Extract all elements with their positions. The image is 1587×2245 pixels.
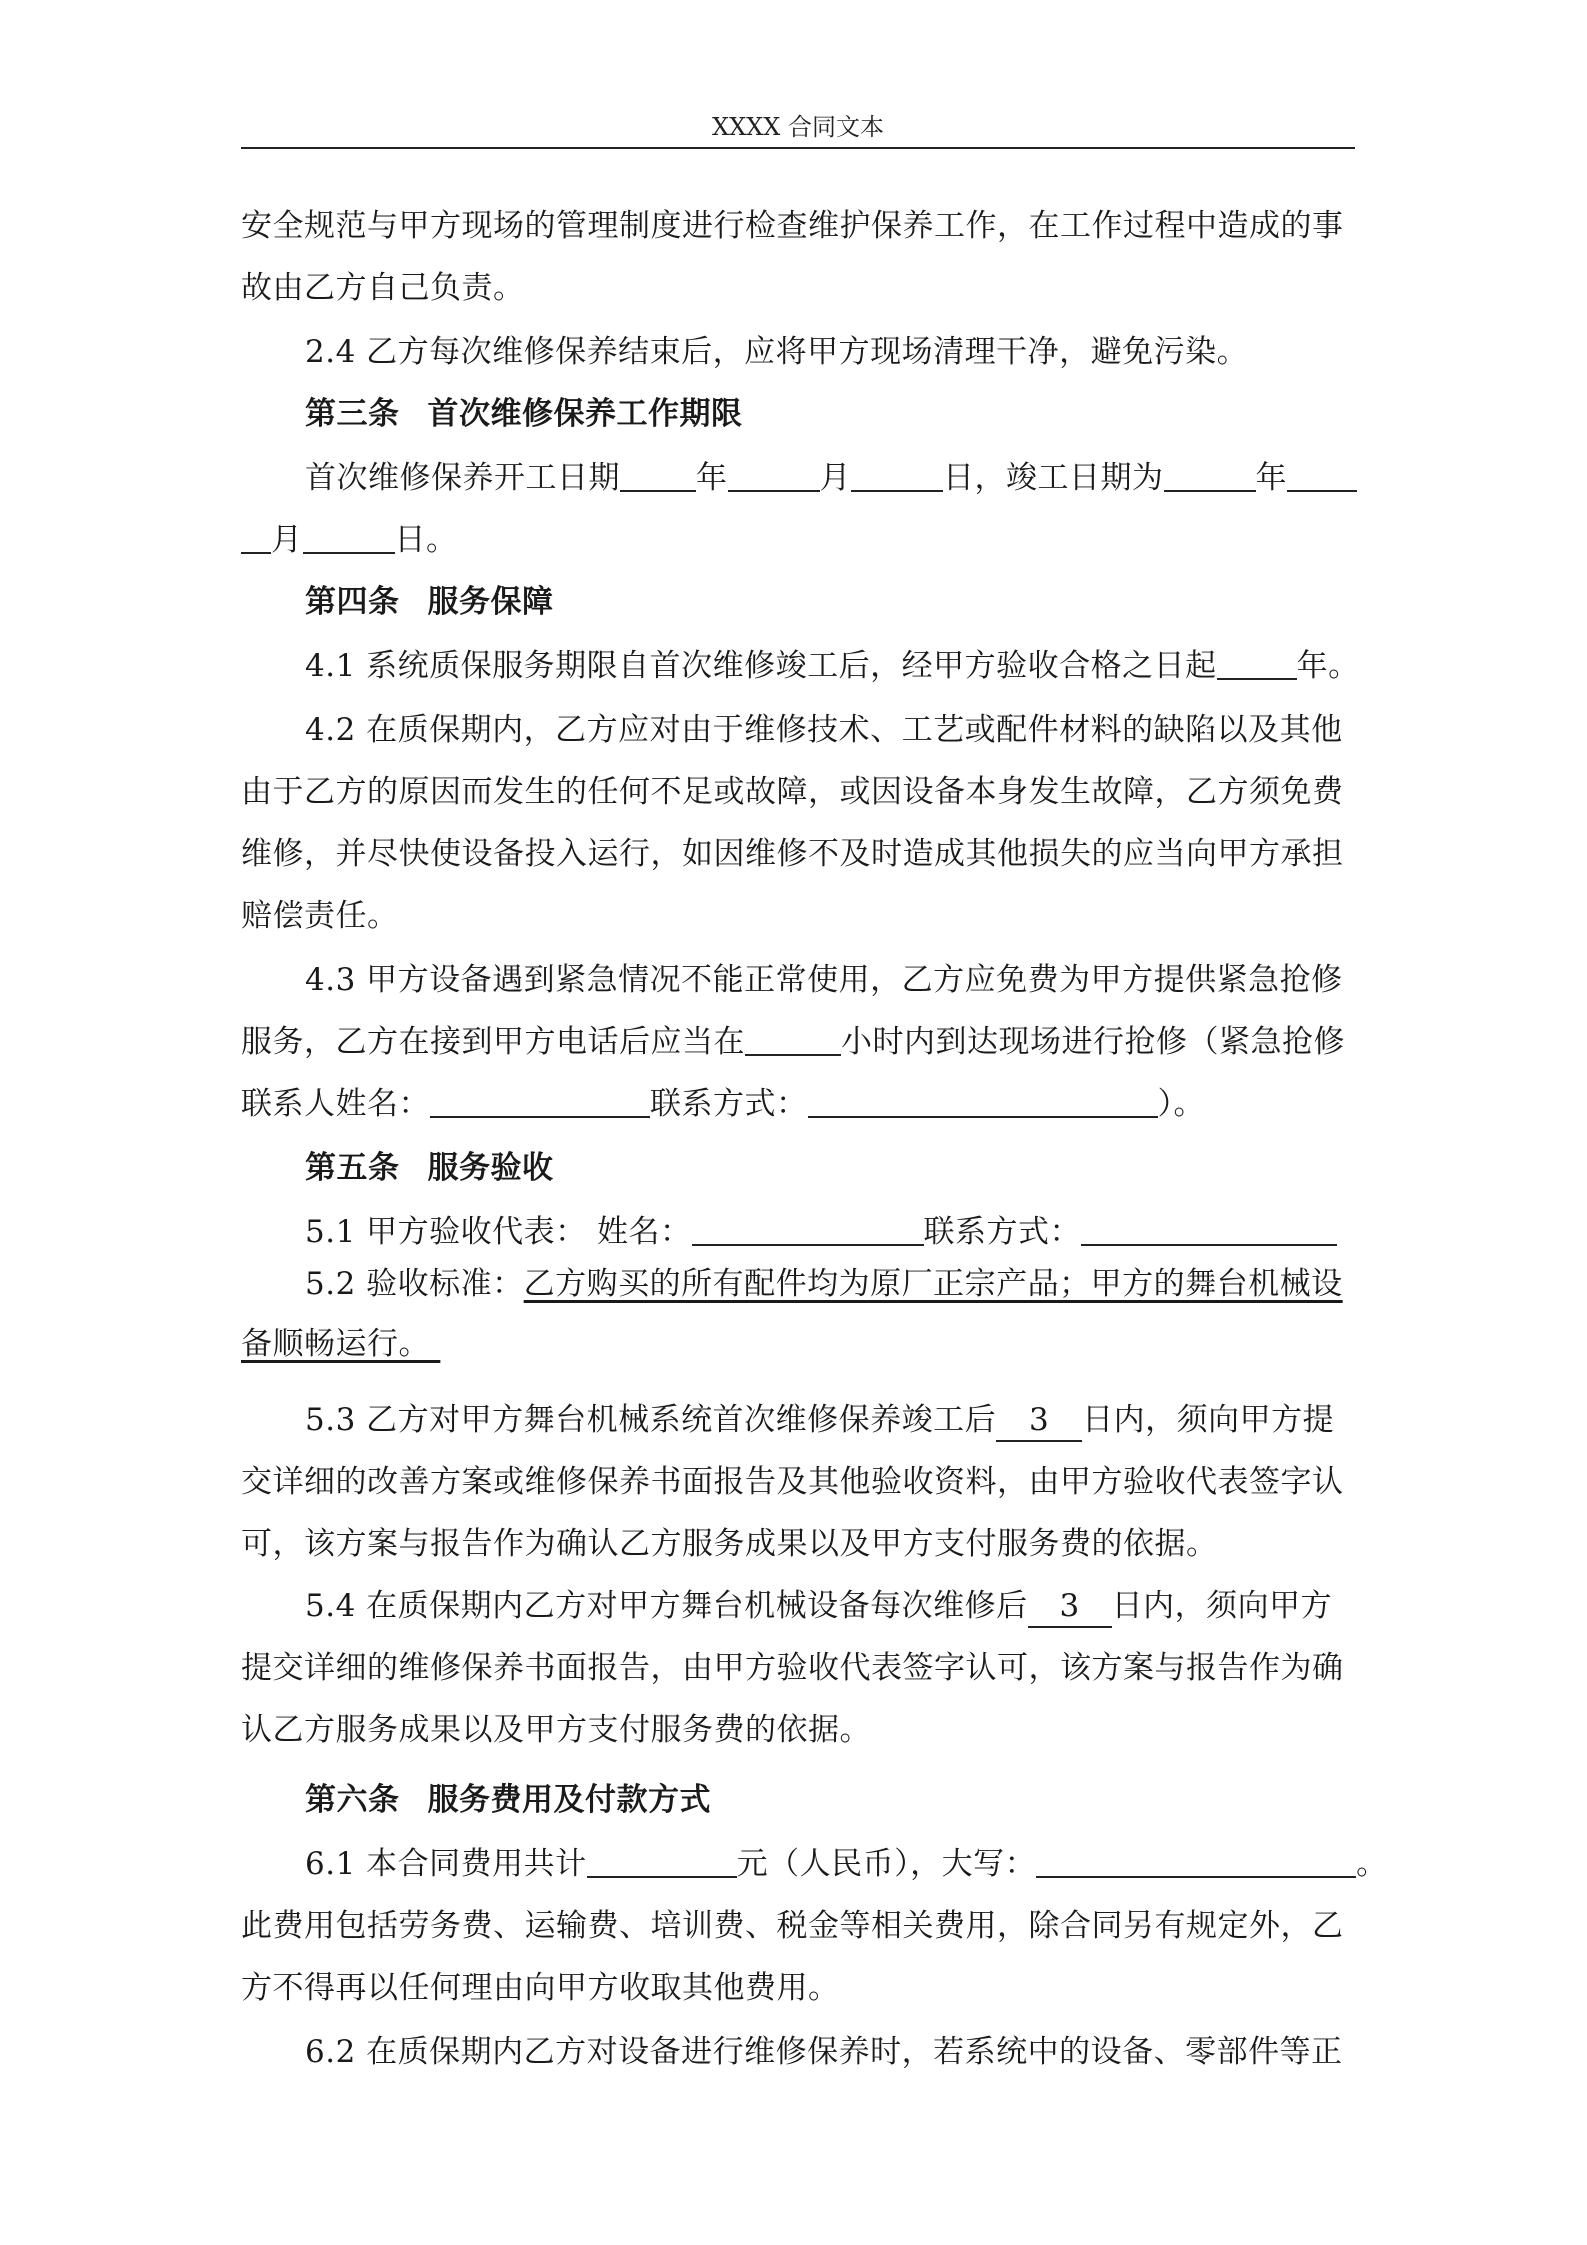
paragraph-line: 安全规范与甲方现场的管理制度进行检查维护保养工作，在工作过程中造成的事 <box>241 208 1344 244</box>
article-6-heading <box>241 1780 1355 1820</box>
label-text: 日内，须向甲方提 <box>1082 1402 1335 1438</box>
label-text: 首次维修保养开工日期 <box>305 460 620 496</box>
article-number: 第五条 <box>305 1150 400 1186</box>
article-title: 首次维修保养工作期限 <box>427 396 743 432</box>
days-value: 3 <box>996 1400 1082 1442</box>
clause-6-1 <box>241 1844 1388 1884</box>
label-text: 联系人姓名： <box>241 1086 430 1122</box>
label-text: 日内，须向甲方 <box>1111 1588 1333 1624</box>
blank-contact-phone-field[interactable] <box>808 1086 1158 1118</box>
end-date-line <box>241 520 1355 560</box>
paragraph-line: 赔偿责任。 <box>241 898 399 934</box>
label-text: 月 <box>819 460 851 496</box>
label-text: 。 <box>1356 1846 1388 1882</box>
clause-4-1 <box>241 646 1360 686</box>
blank-end-year-field[interactable] <box>1164 460 1256 492</box>
label-text: 小时内到达现场进行抢修（紧急抢修 <box>841 1024 1345 1060</box>
blank-amount-field[interactable] <box>587 1846 737 1878</box>
label-text: 服务，乙方在接到甲方电话后应当在 <box>241 1024 745 1060</box>
label-text: 日，竣工日期为 <box>943 460 1164 496</box>
paragraph-line: 交详细的改善方案或维修保养书面报告及其他验收资料，由甲方验收代表签字认 <box>241 1464 1344 1500</box>
clause-2-4: 2.4 乙方每次维修保养结束后，应将甲方现场清理干净，避免污染。 <box>305 334 1249 370</box>
blank-end-month-field[interactable] <box>1287 460 1357 492</box>
acceptance-standard-text: 乙方购买的所有配件均为原厂正宗产品；甲方的舞台机械设 <box>523 1266 1343 1302</box>
blank-end-day-field[interactable] <box>303 522 395 554</box>
article-number: 第四条 <box>305 584 400 620</box>
clause-5-2 <box>241 1264 1355 1304</box>
blank-day-field[interactable] <box>851 460 943 492</box>
label-text: 年 <box>696 460 728 496</box>
response-time-line <box>241 1022 1355 1062</box>
paragraph-line: 维修，并尽快使设备投入运行，如因维修不及时造成其他损失的应当向甲方承担 <box>241 836 1344 872</box>
page-header-title: XXXX 合同文本 <box>712 113 884 141</box>
paragraph-line: 此费用包括劳务费、运输费、培训费、税金等相关费用，除合同另有规定外，乙 <box>241 1908 1344 1944</box>
blank-contact-name-field[interactable] <box>430 1086 650 1118</box>
article-number: 第三条 <box>305 396 400 432</box>
paragraph-line: 由于乙方的原因而发生的任何不足或故障，或因设备本身发生故障，乙方须免费 <box>241 774 1344 810</box>
start-date-line <box>241 458 1355 498</box>
label-text: 年。 <box>1296 648 1360 684</box>
article-number: 第六条 <box>305 1782 400 1818</box>
clause-6-2: 6.2 在质保期内乙方对设备进行维修保养时，若系统中的设备、零部件等正 <box>305 2034 1343 2070</box>
blank-amount-words-field[interactable] <box>1036 1846 1356 1878</box>
label-text: 5.1 甲方验收代表： 姓名： <box>305 1214 692 1250</box>
label-text: 5.3 乙方对甲方舞台机械系统首次维修保养竣工后 <box>305 1402 997 1438</box>
blank-end-month-field-cont[interactable] <box>241 522 271 554</box>
paragraph-line: 提交详细的维修保养书面报告，由甲方验收代表签字认可，该方案与报告作为确 <box>241 1650 1344 1686</box>
label-text: 月 <box>271 522 303 558</box>
label-text: 联系方式： <box>923 1214 1082 1250</box>
article-4-heading <box>241 582 1355 622</box>
label-text: 4.1 系统质保服务期限自首次维修竣工后，经甲方验收合格之日起 <box>305 648 1217 684</box>
blank-month-field[interactable] <box>728 460 820 492</box>
label-text: 元（人民币），大写： <box>736 1846 1037 1882</box>
clause-4-2: 4.2 在质保期内，乙方应对由于维修技术、工艺或配件材料的缺陷以及其他 <box>305 712 1343 748</box>
clause-5-4 <box>241 1586 1355 1628</box>
article-title: 服务保障 <box>427 584 554 620</box>
paragraph-line: 认乙方服务成果以及甲方支付服务费的依据。 <box>241 1712 871 1748</box>
paragraph-line <box>241 1324 1355 1364</box>
article-5-heading <box>241 1148 1355 1188</box>
label-text: 6.1 本合同费用共计 <box>305 1846 587 1882</box>
blank-hours-field[interactable] <box>745 1024 841 1056</box>
article-title: 服务费用及付款方式 <box>427 1782 711 1818</box>
label-text: 5.2 验收标准： <box>305 1266 524 1302</box>
days-value: 3 <box>1028 1586 1112 1628</box>
blank-warranty-years-field[interactable] <box>1217 648 1297 680</box>
header-divider <box>241 147 1355 149</box>
blank-rep-phone-field[interactable] <box>1081 1214 1337 1246</box>
paragraph-line: 方不得再以任何理由向甲方收取其他费用。 <box>241 1970 840 2006</box>
label-text: 年 <box>1255 460 1287 496</box>
acceptance-standard-text: 备顺畅运行。 <box>241 1326 430 1362</box>
emergency-contact-line <box>241 1084 1355 1124</box>
article-title: 服务验收 <box>427 1150 554 1186</box>
clause-5-1 <box>241 1212 1355 1252</box>
paragraph-line: 故由乙方自己负责。 <box>241 270 525 306</box>
label-text: 联系方式： <box>650 1086 808 1122</box>
label-text: 5.4 在质保期内乙方对甲方舞台机械设备每次维修后 <box>305 1588 1028 1624</box>
clause-5-3 <box>241 1400 1355 1442</box>
label-text: ）。 <box>1157 1086 1205 1122</box>
clause-4-3: 4.3 甲方设备遇到紧急情况不能正常使用，乙方应免费为甲方提供紧急抢修 <box>305 962 1343 998</box>
blank-rep-name-field[interactable] <box>692 1214 924 1246</box>
paragraph-line: 可，该方案与报告作为确认乙方服务成果以及甲方支付服务费的依据。 <box>241 1526 1218 1562</box>
article-3-heading <box>241 394 1355 434</box>
label-text: 日。 <box>394 522 458 558</box>
blank-year-field[interactable] <box>620 460 696 492</box>
